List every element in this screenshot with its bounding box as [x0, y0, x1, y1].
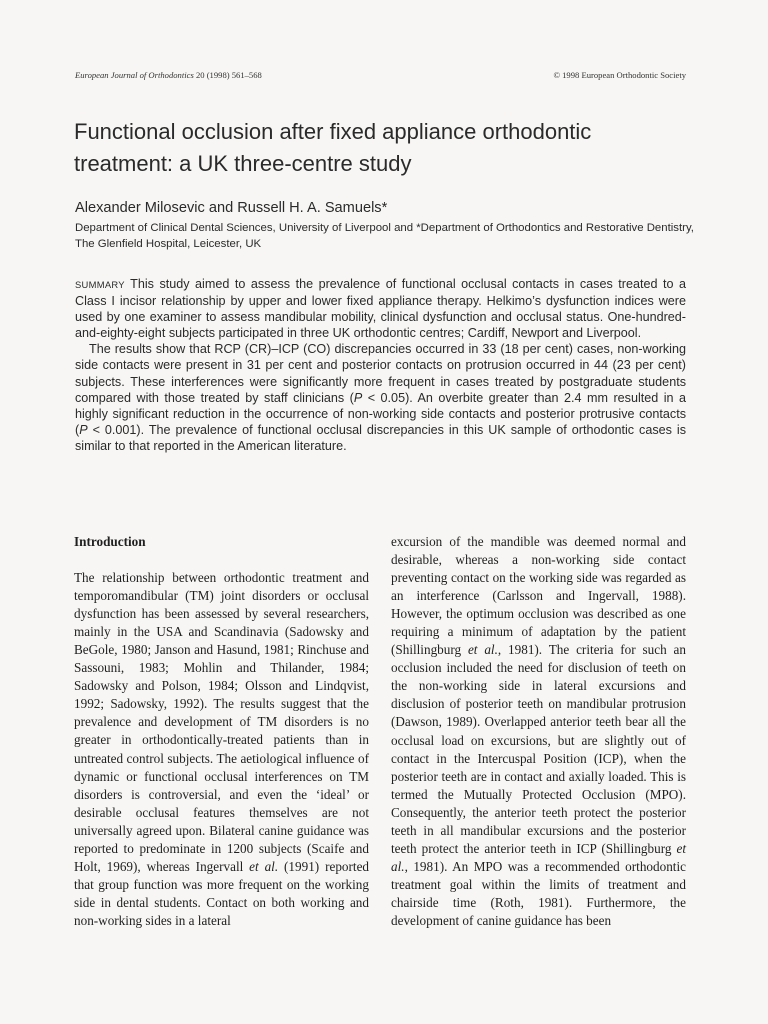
p-value-symbol: P [353, 390, 363, 405]
abstract-text-2b: < 0.05). An overbite greater than 2.4 mm resulted in a highly significant reduction in the occurrence of non-working side contacts and posterior protrusive contacts ( [75, 390, 686, 437]
p-value-symbol: P [79, 422, 88, 437]
body-paragraph [74, 569, 369, 930]
body-column-right [391, 533, 686, 930]
body-text: , 1981). An MPO was a recommended orthodontic treatment goal within the limits of treatment and chairside time (Roth, 1981). Furthermore, the development of canine guidance has been [391, 858, 686, 928]
et-al: et al. [391, 840, 686, 874]
copyright-notice: © 1998 European Orthodontic Society [553, 70, 686, 80]
abstract-text-2c: < 0.001). The prevalence of functional occlusal discrepancies in this UK sample of orthodontic cases is similar to that reported in the American literature. [75, 422, 686, 453]
abstract-paragraph-2 [75, 341, 686, 454]
section-heading-introduction: Introduction [74, 534, 146, 549]
body-column-left [74, 533, 369, 930]
abstract-text-1: This study aimed to assess the prevalence of functional occlusal contacts in cases treated to a Class I incisor relationship by upper and lower fixed appliance therapy. Helkimo’s dysfunction indices were used by one examiner to assess mandibular mobility, clinical dysfunction and occlusal status. One-hundred-and-eighty-eight subjects participated in three UK orthodontic centres; Cardiff, Newport and Liverpool. [75, 277, 686, 341]
journal-name: European Journal of Orthodontics [75, 70, 194, 80]
running-header-citation [75, 70, 262, 80]
abstract-text-2a: The results show that RCP (CR)–ICP (CO) discrepancies occurred in 33 (18 per cent) cases, non-working side contacts were present in 31 per cent and posterior contacts on protrusion occurred in 44 (23 per cent) subjects. These interferences were significantly more frequent in cases treated by postgraduate students compared with those treated by staff clinicians ( [75, 342, 686, 405]
body-text: (1991) reported that group function was more frequent on the working side in dental students. Contact on both working and non-working sides in a lateral [74, 858, 370, 928]
author-affiliation: Department of Clinical Dental Sciences, University of Liverpool and *Department of Orthodontics and Restorative Dentistry, The Glenfield Hospital, Leicester, UK [75, 222, 694, 250]
body-text: excursion of the mandible was deemed normal and desirable, whereas a non-working side contact preventing contact on the working side was regarded as an interference (Carlsson and Ingervall, 1988). However, the optimum occlusion was described as one requiring a minimum of adaptation by the patient (Shillingburg [391, 534, 686, 658]
et-al: et al. [467, 642, 498, 658]
summary-label: SUMMARY [75, 279, 125, 290]
article-title: Functional occlusion after fixed appliance orthodontic treatment: a UK three-centre study [74, 119, 592, 176]
et-al: et al. [249, 858, 279, 874]
author-list: Alexander Milosevic and Russell H. A. Samuels* [75, 200, 388, 216]
abstract-paragraph-1 [75, 276, 686, 341]
body-text: The relationship between orthodontic treatment and temporomandibular (TM) joint disorders or occlusal dysfunction has been assessed by several researchers, mainly in the USA and Scandinavia (Sadowsky and BeGole, 1980; Janson and Hasund, 1981; Rinchuse and Sassouni, 1983; Mohlin and Thilander, 1984; Sadowsky and Polson, 1984; Olsson and Lindqvist, 1992; Sadowsky, 1992). The results suggest that the prevalence and development of TM disorders is no greater in orthodontically-treated patients than in untreated control subjects. The aetiological influence of dynamic or functional occlusal interferences on TM disorders is controversial, and even the ‘ideal’ or desirable occlusal features themselves are not universally agreed upon. Bilateral canine guidance was reported to predominate in 1200 subjects (Scaife and Holt, 1969), whereas Ingervall [74, 570, 369, 874]
body-paragraph [391, 533, 686, 930]
body-text: , 1981). The criteria for such an occlusion included the need for disclusion of teeth on the non-working side in lateral excursions and disclusion of posterior teeth on mandibular protrusion (Dawson, 1989). Overlapped anterior teeth bear all the occlusal load on excursions, but are slightly out of contact in the Intercuspal Position (ICP), when the posterior teeth are in contact and axially loaded. This is termed the Mutually Protected Occlusion (MPO). Consequently, the anterior teeth protect the posterior teeth in all mandibular excursions and the posterior teeth protect the anterior teeth in ICP (Shillingburg [391, 642, 686, 856]
volume-pages: 20 (1998) 561–568 [193, 70, 262, 80]
abstract [75, 276, 686, 454]
